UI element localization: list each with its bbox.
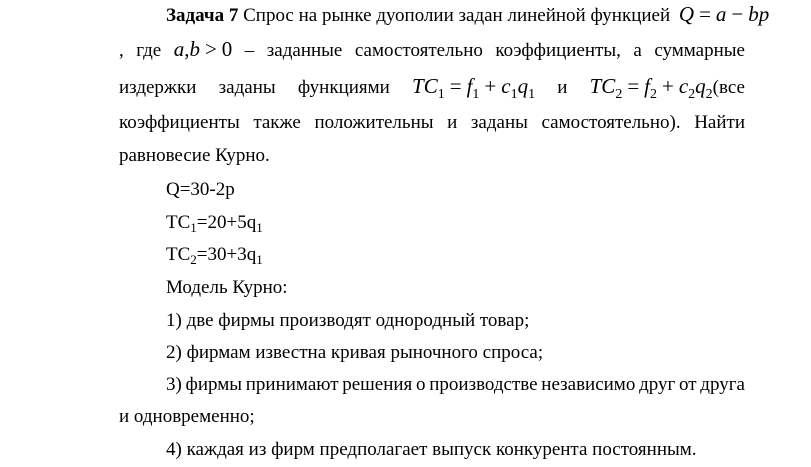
given-tc2: $TC_2=30+3q_1$ [166,244,263,267]
tc2-formula: $TC_2 = f_2 + c_2q_2(все$ [589,74,745,102]
model-item-3: 3) фирмы принимают решения о производстве независимо друг от друга [166,374,745,395]
task-line-1 [166,0,811,31]
model-item-2: 2) фирмам известна кривая рыночного спроса; [166,342,544,363]
tc1-formula: $TC_1 = f_1 + c_1q_1$ [412,74,536,102]
task-title: Задача 7 [166,5,239,26]
task-line-4: коэффициенты также положительны и заданы самостоятельно). Найти [119,112,745,133]
model-heading: Модель Курно: [166,277,288,298]
model-item-4: 4) каждая из фирм предполагает выпуск конкурента постоянным. [166,439,697,460]
task-line-2: , где a,b > 0 – заданные самостоятельно коэффициенты, а суммарные [119,32,745,66]
task-intro: Спрос на рынке дуополии задан линейной функцией [238,5,675,26]
demand-formula: Q = a − bp [678,2,770,26]
model-item-1: 1) две фирмы производят однородный товар; [166,310,530,331]
model-item-3-continuation: и одновременно; [119,406,255,427]
given-demand: Q=30-2p [166,179,235,200]
task-line-5: равновесие Курно. [119,145,270,166]
task-line-3: издержки заданы функциями $TC_1 = f_1 + c_1q_1$ и $TC_2 = f_2 + c_2q_2(все$ [119,69,745,103]
given-tc1: $TC_1=20+5q_1$ [166,212,263,235]
condition-ab: a,b > 0 [173,37,233,61]
